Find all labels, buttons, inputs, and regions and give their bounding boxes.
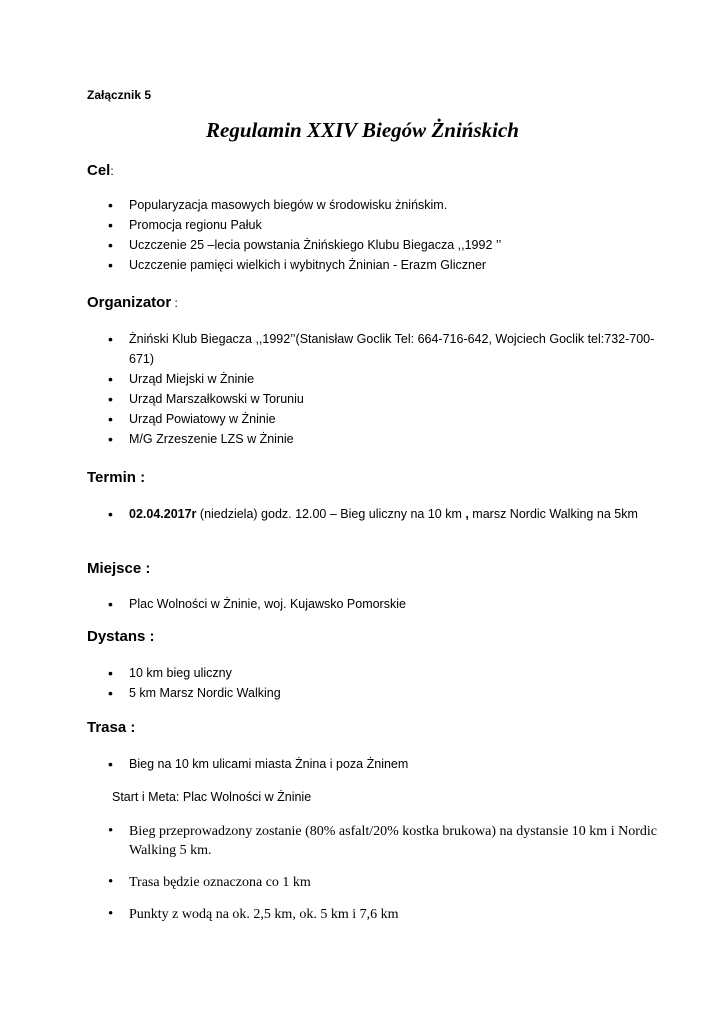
miejsce-list [108,594,668,614]
trasa-list [108,754,668,774]
trasa-details-list [108,822,668,860]
list-item: • Uczczenie 25 –lecia powstania Żnińskiego Klubu Biegacza ,,1992 ’’ [108,235,668,255]
heading-colon: : [171,296,178,310]
section-heading-dystans: Dystans : [87,628,155,645]
section-heading-trasa: Trasa : [87,719,136,736]
list-item: • Uczczenie pamięci wielkich i wybitnych Żninian - Erazm Gliczner [108,255,668,275]
event-text: (niedziela) godz. 12.00 – Bieg uliczny na 10 km [196,507,466,521]
list-item: • 5 km Marsz Nordic Walking [108,683,668,703]
heading-colon: : [110,164,114,178]
termin-list [108,504,668,524]
section-heading-organizator [87,294,178,311]
document-title: Regulamin XXIV Biegów Żnińskich [206,118,519,142]
list-item: • M/G Zrzeszenie LZS w Żninie [108,429,668,449]
list-item: • Urząd Miejski w Żninie [108,369,668,389]
list-item: • Żniński Klub Biegacza ,,1992’’(Stanisław Goclik Tel: 664-716-642, Wojciech Goclik tel:732-700-671) [108,329,668,369]
list-item: • Urząd Powiatowy w Żninie [108,409,668,429]
list-item [108,504,668,524]
dystans-list [108,663,668,703]
event-date: 02.04.2017r [129,507,197,521]
list-item: • Plac Wolności w Żninie, woj. Kujawsko Pomorskie [108,594,668,614]
list-item: • Bieg na 10 km ulicami miasta Żnina i poza Żninem [108,754,668,774]
list-item: • Bieg przeprowadzony zostanie (80% asfalt/20% kostka brukowa) na dystansie 10 km i Nordic Walking 5 km. [108,822,668,860]
event-comma: , [465,507,469,521]
heading-text: Cel [87,162,111,179]
event-text-b: marsz Nordic Walking na 5km [468,507,638,521]
list-item: • 10 km bieg uliczny [108,663,668,683]
section-heading-miejsce: Miejsce : [87,560,151,577]
trasa-details-list-2 [108,873,668,892]
list-item: • Promocja regionu Pałuk [108,215,668,235]
start-meta-text: Start i Meta: Plac Wolności w Żninie [112,790,312,804]
organizator-list [108,329,668,449]
trasa-details-list-3 [108,905,668,924]
list-item: • Urząd Marszałkowski w Toruniu [108,389,668,409]
cel-list [108,195,668,275]
list-item: • Trasa będzie oznaczona co 1 km [108,873,668,892]
list-item: • Punkty z wodą na ok. 2,5 km, ok. 5 km i 7,6 km [108,905,668,924]
heading-text: Organizator [87,294,172,311]
list-item: • Popularyzacja masowych biegów w środowisku żnińskim. [108,195,668,215]
annex-label: Załącznik 5 [87,88,152,102]
section-heading-cel [87,162,114,179]
section-heading-termin: Termin : [87,469,146,486]
